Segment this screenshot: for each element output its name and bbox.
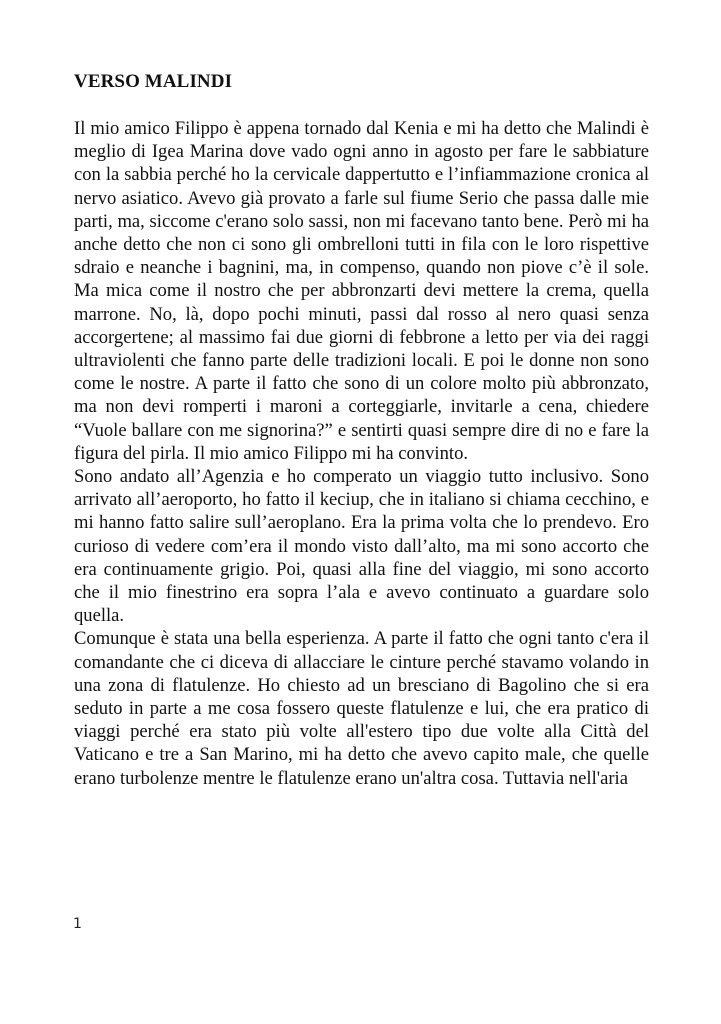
document-title: VERSO MALINDI bbox=[74, 71, 233, 92]
paragraph-2: Sono andato all’Agenzia e ho comperato un viaggio tutto inclusivo. Sono arrivato all’aeroporto, ho fatto il keciup, che in italiano si chiama cecchino, e mi hanno fatto salire sull’aeroplano. Era la prima volta che lo prendevo. Ero curioso di vedere com’era il mondo visto dall’alto, ma mi sono accorto che era continuamente grigio. Poi, quasi alla fine del viaggio, mi sono accorto che il mio finestrino era sopra l’ala e avevo continuato a guardare solo quella. bbox=[74, 466, 649, 627]
page-number: 1 bbox=[73, 916, 82, 932]
paragraph-3: Comunque è stata una bella esperienza. A parte il fatto che ogni tanto c'era il comandante che ci diceva di allacciare le cinture perché stavamo volando in una zona di flatulenze. Ho chiesto ad un bresciano di Bagolino che si era seduto in parte a me cosa fossero queste flatulenze e lui, che era pratico di viaggi perché era stato più volte all'estero tipo due volte alla Città del Vaticano e tre a San Marino, mi ha detto che avevo capito male, che quelle erano turbolenze mentre le flatulenze erano un'altra cosa. Tuttavia nell'aria bbox=[74, 628, 649, 789]
document-body bbox=[74, 117, 649, 790]
paragraph-1: Il mio amico Filippo è appena tornado dal Kenia e mi ha detto che Malindi è meglio di Igea Marina dove vado ogni anno in agosto per fare le sabbiature con la sabbia perché ho la cervicale dappertutto e l’infiammazione cronica al nervo asiatico. Avevo già provato a farle sul fiume Serio che passa dalle mie parti, ma, siccome c'erano solo sassi, non mi facevano tanto bene. Però mi ha anche detto che non ci sono gli ombrelloni tutti in fila con le loro rispettive sdraio e neanche i bagnini, ma, in compenso, quando non piove c’è il sole. Ma mica come il nostro che per abbronzarti devi mettere la crema, quella marrone. No, là, dopo pochi minuti, passi dal rosso al nero quasi senza accorgertene; al massimo fai due giorni di febbrone a letto per via dei raggi ultraviolenti che fanno parte delle tradizioni locali. E poi le donne non sono come le nostre. A parte il fatto che sono di un colore molto più abbronzato, ma non devi romperti i maroni a corteggiarle, invitarle a cena, chiedere “Vuole ballare con me signorina?” e sentirti quasi sempre dire di no e fare la figura del pirla. Il mio amico Filippo mi ha convinto. bbox=[74, 118, 649, 464]
